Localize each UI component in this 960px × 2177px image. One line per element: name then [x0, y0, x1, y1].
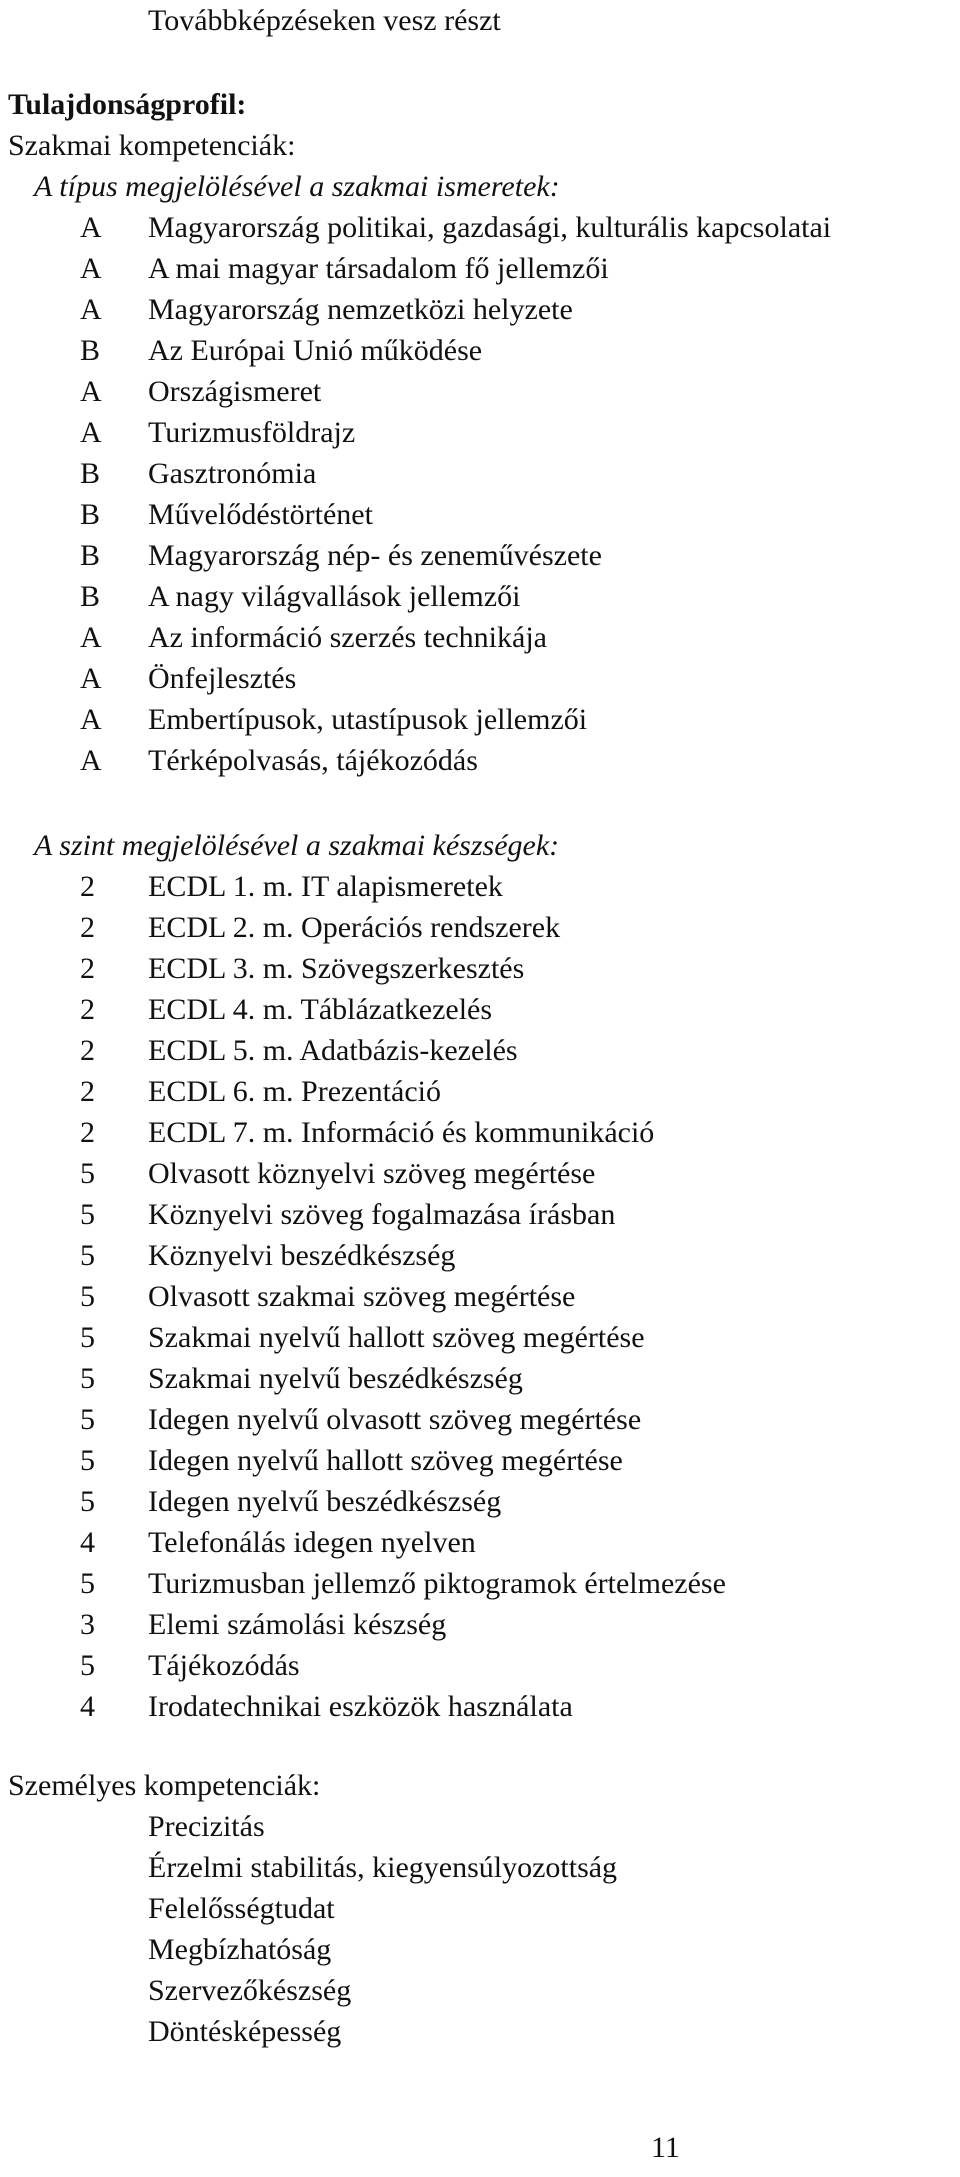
profile-title: Tulajdonságprofil:	[8, 88, 247, 121]
item-text: ECDL 3. m. Szövegszerkesztés	[148, 952, 525, 985]
item-code: A	[80, 211, 102, 244]
personal-item: Felelősségtudat	[148, 1892, 335, 1925]
item-text: Idegen nyelvű olvasott szöveg megértése	[148, 1403, 642, 1436]
item-code: 2	[80, 993, 95, 1026]
item-text: Szakmai nyelvű hallott szöveg megértése	[148, 1321, 645, 1354]
item-code: 5	[80, 1198, 95, 1231]
professional-competencies-title: Szakmai kompetenciák:	[8, 129, 296, 162]
personal-item: Megbízhatóság	[148, 1933, 332, 1966]
item-code: B	[80, 539, 101, 572]
item-text: Művelődéstörténet	[148, 498, 373, 531]
item-text: Olvasott szakmai szöveg megértése	[148, 1280, 576, 1313]
personal-item: Döntésképesség	[148, 2015, 342, 2048]
item-code: 2	[80, 1034, 95, 1067]
item-code: 5	[80, 1239, 95, 1272]
item-text: Irodatechnikai eszközök használata	[148, 1690, 573, 1723]
item-text: A nagy világvallások jellemzői	[148, 580, 521, 613]
item-code: A	[80, 621, 102, 654]
item-text: ECDL 6. m. Prezentáció	[148, 1075, 441, 1108]
item-text: Elemi számolási készség	[148, 1608, 447, 1641]
item-code: B	[80, 334, 101, 367]
item-code: 4	[80, 1526, 95, 1559]
item-text: Olvasott köznyelvi szöveg megértése	[148, 1157, 596, 1190]
item-text: Térképolvasás, tájékozódás	[148, 744, 478, 777]
item-code: 5	[80, 1321, 95, 1354]
item-text: ECDL 5. m. Adatbázis-kezelés	[148, 1034, 518, 1067]
item-text: Az Európai Unió működése	[148, 334, 483, 367]
item-text: Szakmai nyelvű beszédkészség	[148, 1362, 523, 1395]
item-code: B	[80, 498, 101, 531]
item-code: 2	[80, 870, 95, 903]
item-text: Köznyelvi szöveg fogalmazása írásban	[148, 1198, 616, 1231]
item-code: B	[80, 580, 101, 613]
item-code: A	[80, 662, 102, 695]
item-text: ECDL 7. m. Információ és kommunikáció	[148, 1116, 655, 1149]
item-code: 2	[80, 911, 95, 944]
item-text: ECDL 2. m. Operációs rendszerek	[148, 911, 561, 944]
item-code: 2	[80, 1075, 95, 1108]
item-text: Tájékozódás	[148, 1649, 300, 1682]
item-text: Idegen nyelvű beszédkészség	[148, 1485, 502, 1518]
item-text: Magyarország nép- és zeneművészete	[148, 539, 602, 572]
item-code: A	[80, 375, 102, 408]
personal-item: Érzelmi stabilitás, kiegyensúlyozottság	[148, 1851, 618, 1884]
item-code: A	[80, 703, 102, 736]
item-code: 2	[80, 1116, 95, 1149]
item-text: A mai magyar társadalom fő jellemzői	[148, 252, 609, 285]
item-text: Embertípusok, utastípusok jellemzői	[148, 703, 588, 736]
continued-item: Továbbképzéseken vesz részt	[148, 4, 501, 37]
personal-competencies-title: Személyes kompetenciák:	[8, 1769, 321, 1802]
item-code: 5	[80, 1362, 95, 1395]
item-text: ECDL 4. m. Táblázatkezelés	[148, 993, 493, 1026]
page-number: 11	[651, 2131, 680, 2164]
item-text: Köznyelvi beszédkészség	[148, 1239, 456, 1272]
item-code: 2	[80, 952, 95, 985]
personal-item: Szervezőkészség	[148, 1974, 352, 2007]
item-text: Gasztronómia	[148, 457, 317, 490]
item-text: Turizmusföldrajz	[148, 416, 356, 449]
item-text: Önfejlesztés	[148, 662, 297, 695]
item-text: Idegen nyelvű hallott szöveg megértése	[148, 1444, 623, 1477]
item-code: 3	[80, 1608, 95, 1641]
item-code: 4	[80, 1690, 95, 1723]
item-code: A	[80, 252, 102, 285]
item-code: 5	[80, 1649, 95, 1682]
item-text: ECDL 1. m. IT alapismeretek	[148, 870, 503, 903]
item-text: Országismeret	[148, 375, 322, 408]
item-code: A	[80, 293, 102, 326]
item-code: 5	[80, 1444, 95, 1477]
personal-item: Precizitás	[148, 1810, 265, 1843]
item-text: Az információ szerzés technikája	[148, 621, 547, 654]
skills-heading: A szint megjelölésével a szakmai készségek:	[34, 829, 560, 862]
knowledge-heading: A típus megjelölésével a szakmai ismeretek:	[34, 170, 560, 203]
item-code: 5	[80, 1485, 95, 1518]
item-code: B	[80, 457, 101, 490]
item-code: A	[80, 416, 102, 449]
item-text: Turizmusban jellemző piktogramok értelmezése	[148, 1567, 726, 1600]
item-code: 5	[80, 1567, 95, 1600]
item-text: Telefonálás idegen nyelven	[148, 1526, 476, 1559]
item-code: 5	[80, 1403, 95, 1436]
item-code: 5	[80, 1157, 95, 1190]
item-text: Magyarország nemzetközi helyzete	[148, 293, 573, 326]
item-text: Magyarország politikai, gazdasági, kulturális kapcsolatai	[148, 211, 832, 244]
item-code: 5	[80, 1280, 95, 1313]
item-code: A	[80, 744, 102, 777]
